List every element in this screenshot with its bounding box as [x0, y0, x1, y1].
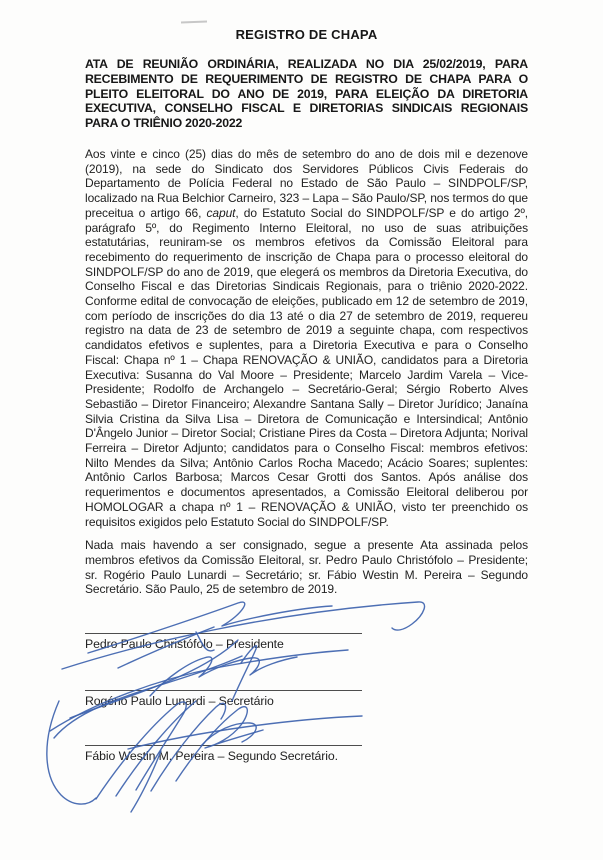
signature-block-second-secretary [85, 745, 362, 763]
paragraph-minutes-pre: Aos vinte e cinco (25) dias do mês de setembro do ano de dois mil e dezenove (2019), na sede do Sindicato dos Servidores Públicos Civis Federais do Departamento de Polícia Federal no Estado de São Paulo – SINDPOLF/SP, localizado na Rua Belchior Carneiro, 323 – Lapa – São Paulo/SP, nos termos do que preceitua o artigo 66, [85, 146, 528, 220]
paragraph-minutes-post: , do Estatuto Social do SINDPOLF/SP e do artigo 2º, parágrafo 5º, do Regimento Interno Eleitoral, no uso de suas atribuições estatutárias, reuniram-se os membros efetivos da Comissão Eleitoral para recebimento do requerimento de inscrição de Chapa para o processo eleitoral do SINDPOLF/SP do ano de 2019, que elegerá os membros da Diretoria Executiva, do Conselho Fiscal e das Diretorias Sindicais Regionais, para o triênio 2020-2022. Conforme edital de convocação de eleições, publicado em 12 de setembro de 2019, com período de inscrições do dia 13 até o dia 27 de setembro de 2019, requereu registro na data de 23 de setembro de 2019 a seguinte chapa, com respectivos candidatos efetivos e suplentes, para a Diretoria Executiva e para o Conselho Fiscal: Chapa nº 1 – Chapa RENOVAÇÃO & UNIÃO, candidatos para a Diretoria Executiva: Susanna do Val Moore – Presidente; Marcelo Jardim Varela – Vice-Presidente; Rodolfo de Archangelo – Secretário-Geral; Sérgio Roberto Alves Sebastião – Diretor Financeiro; Alexandre Santana Sally – Diretor Jurídico; Janaína Silvia Cristina da Silva Lisa – Diretora de Comunicação e Intersindical; Antônio D'Ângelo Junior – Diretor Social; Cristiane Pires da Costa – Diretora Adjunta; Norival Ferreira – Diretor Adjunto; candidatos para o Conselho Fiscal: membros efetivos: Nilto Mendes da Silva; Antônio Carlos Rocha Macedo; Acácio Soares; suplentes: Antônio Carlos Barbosa; Marcos Cesar Grotti dos Santos. Após análise dos requerimentos e documentos apresentados, a Comissão Eleitoral deliberou por HOMOLOGAR a chapa nº 1 – RENOVAÇÃO & UNIÃO, visto ter preenchido os requisitos exigidos pelo Estatuto Social do SINDPOLF/SP. [85, 205, 528, 529]
paragraph-closing: Nada mais havendo a ser consignado, segue a presente Ata assinada pelos membros efetivos da Comissão Eleitoral, sr. Pedro Paulo Christófolo – Presidente; sr. Rogério Paulo Lunardi – Secretário; sr. Fábio Westin M. Pereira – Segundo Secretário. São Paulo, 25 de setembro de 2019. [85, 538, 528, 597]
signature-block-president [85, 633, 362, 651]
signature-name-second-secretary: Fábio Westin M. Pereira – Segundo Secretário. [85, 749, 338, 763]
document-title: REGISTRO DE CHAPA [235, 27, 378, 42]
signature-line [85, 745, 362, 746]
signature-name-secretary: Rogério Paulo Lunardi – Secretário [85, 694, 274, 708]
signature-name-president: Pedro Paulo Christófolo – Presidente [85, 637, 284, 651]
scan-artifact [181, 21, 207, 24]
document-body [85, 27, 528, 606]
paragraph-minutes [85, 147, 528, 529]
document-heading: ATA DE REUNIÃO ORDINÁRIA, REALIZADA NO DIA 25/02/2019, PARA RECEBIMENTO DE REQUERIMENTO DE REGISTRO DE CHAPA PARA O PLEITO ELEITORAL DO ANO DE 2019, PARA ELEIÇÃO DA DIRETORIA EXECUTIVA, CONSELHO FISCAL E DIRETORIAS SINDICAIS REGIONAIS PARA O TRIÊNIO 2020-2022 [85, 57, 528, 131]
paragraph-minutes-caput-italic: caput [206, 205, 236, 220]
signature-block-secretary [85, 690, 362, 708]
signature-line [85, 690, 362, 691]
signature-line [85, 633, 362, 634]
